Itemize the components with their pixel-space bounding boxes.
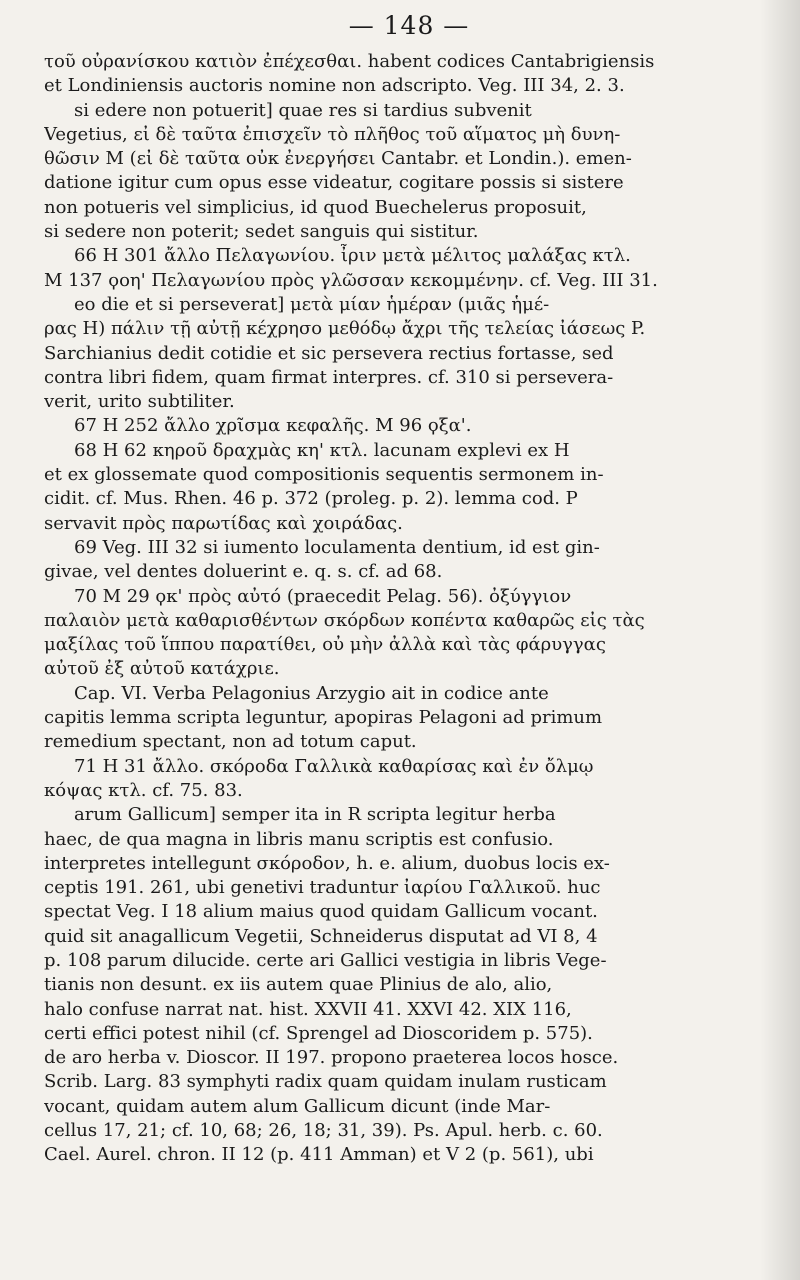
text-line: 67 H 252 ἄλλο χρῖσμα κεφαλῆς. M 96 ϙξα'. <box>74 415 472 437</box>
text-line: κόψας κτλ. cf. 75. 83. <box>44 779 243 801</box>
text-line: contra libri fidem, quam firmat interpres. cf. 310 si persevera- <box>44 366 614 388</box>
text-line: θῶσιν M (εἰ δὲ ταῦτα οὐκ ἐνεργήσει Cantabr. et Londin.). emen- <box>44 148 632 170</box>
text-line: spectat Veg. I 18 alium maius quod quidam Gallicum vocant. <box>44 901 598 923</box>
text-line: Cael. Aurel. chron. II 12 (p. 411 Amman) et V 2 (p. 561), ubi <box>44 1144 594 1166</box>
text-line: et Londiniensis auctoris nomine non adscripto. Veg. III 34, 2. 3. <box>44 75 625 97</box>
text-line: eo die et si perseverat] μετὰ μίαν ἡμέραν (μιᾶς ἡμέ- <box>74 293 550 315</box>
text-line: de aro herba v. Dioscor. II 197. propono praeterea locos hosce. <box>44 1047 619 1069</box>
text-line: παλαιὸν μετὰ καθαρισθέντων σκόρδων κοπέντα καθαρῶς εἰς τὰς <box>44 609 645 631</box>
text-line: et ex glossemate quod compositionis sequentis sermonem in- <box>44 464 604 486</box>
text-line: ρας H) πάλιν τῇ αὐτῇ κέχρησο μεθόδῳ ἄχρι τῆς τελείας ἰάσεως P. <box>44 318 646 340</box>
text-line: Scrib. Larg. 83 symphyti radix quam quidam inulam rusticam <box>44 1071 607 1093</box>
text-line: Sarchianius dedit cotidie et sic persevera rectius fortasse, sed <box>44 342 614 364</box>
text-line: remedium spectant, non ad totum caput. <box>44 731 417 753</box>
text-line: datione igitur cum opus esse videatur, cogitare possis si sistere <box>44 172 624 194</box>
text-line: μαξίλας τοῦ ἵππου παρατίθει, οὐ μὴν ἀλλὰ καὶ τὰς φάρυγγας <box>44 634 606 656</box>
text-line: tianis non desunt. ex iis autem quae Plinius de alo, alio, <box>44 974 553 996</box>
text-line: vocant, quidam autem alum Gallicum dicunt (inde Mar- <box>44 1095 551 1117</box>
text-line: si edere non potuerit] quae res si tardius subvenit <box>74 99 532 121</box>
text-line: cellus 17, 21; cf. 10, 68; 26, 18; 31, 39). Ps. Apul. herb. c. 60. <box>44 1120 603 1142</box>
text-line: 66 H 301 ἄλλο Πελαγωνίου. ἶριν μετὰ μέλιτος μαλάξας κτλ. <box>74 245 631 267</box>
text-line: capitis lemma scripta leguntur, apopiras Pelagoni ad primum <box>44 707 603 729</box>
text-line: Cap. VI. Verba Pelagonius Arzygio ait in codice ante <box>74 682 549 704</box>
page-number: — 148 — <box>348 11 470 40</box>
text-line: p. 108 parum dilucide. certe ari Gallici vestigia in libris Vege- <box>44 949 607 971</box>
text-line: certi effici potest nihil (cf. Sprengel ad Dioscoridem p. 575). <box>44 1022 593 1044</box>
text-line: 71 H 31 ἄλλο. σκόροδα Γαλλικὰ καθαρίσας καὶ ἐν ὄλμῳ <box>74 755 594 777</box>
text-line: αὐτοῦ ἐξ αὐτοῦ κατάχριε. <box>44 658 280 680</box>
text-line: servavit πρὸς παρωτίδας καὶ χοιράδας. <box>44 512 403 534</box>
text-line: halo confuse narrat nat. hist. XXVII 41. XXVI 42. XIX 116, <box>44 998 572 1020</box>
text-line: interpretes intellegunt σκόροδον, h. e. alium, duobus locis ex- <box>44 852 610 874</box>
text-line: cidit. cf. Mus. Rhen. 46 p. 372 (proleg. p. 2). lemma cod. P <box>44 488 578 510</box>
text-line: 70 M 29 ϙκ' πρὸς αὐτό (praecedit Pelag. 56). ὀξύγγιον <box>74 585 572 607</box>
text-line: arum Gallicum] semper ita in R scripta legitur herba <box>74 804 556 826</box>
text-line: haec, de qua magna in libris manu scriptis est confusio. <box>44 828 554 850</box>
text-line: givae, vel dentes doluerint e. q. s. cf. ad 68. <box>44 561 443 583</box>
text-body <box>44 50 774 1168</box>
text-line: si sedere non poterit; sedet sanguis qui sistitur. <box>44 221 479 243</box>
text-line: Vegetius, εἰ δὲ ταῦτα ἐπισχεῖν τὸ πλῆθος τοῦ αἵματος μὴ δυνη- <box>44 123 621 145</box>
text-line: ceptis 191. 261, ubi genetivi traduntur ἰαρίου Γαλλικοῦ. huc <box>44 877 601 899</box>
text-line: M 137 ϙοη' Πελαγωνίου πρὸς γλῶσσαν κεκομμένην. cf. Veg. III 31. <box>44 269 658 291</box>
text-line: verit, urito subtiliter. <box>44 391 235 413</box>
text-line: quid sit anagallicum Vegetii, Schneiderus disputat ad VI 8, 4 <box>44 925 598 947</box>
text-line: non potueris vel simplicius, id quod Buechelerus proposuit, <box>44 196 587 218</box>
text-line: 69 Veg. III 32 si iumento loculamenta dentium, id est gin- <box>74 536 600 558</box>
text-line: τοῦ οὐρανίσκου κατιὸν ἐπέχεσθαι. habent codices Cantabrigiensis <box>44 51 655 72</box>
text-line: 68 H 62 κηροῦ δραχμὰς κη' κτλ. lacunam explevi ex H <box>74 439 570 461</box>
